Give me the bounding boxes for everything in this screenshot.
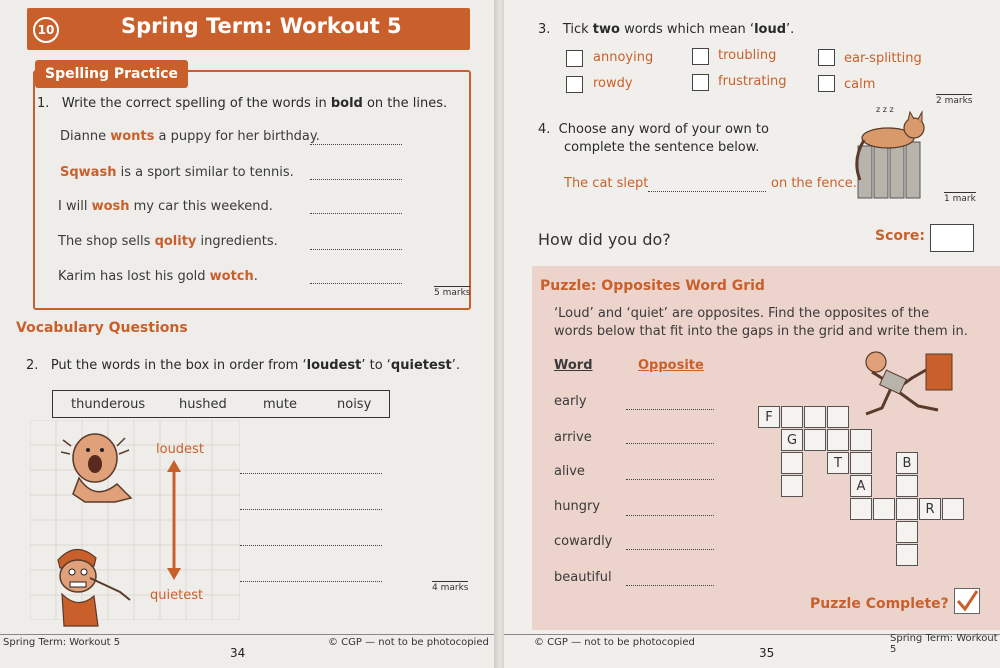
answer-line-3[interactable] <box>310 212 402 214</box>
page-number-35: 35 <box>759 646 775 660</box>
spelling-heading: Spelling Practice <box>35 60 188 88</box>
puzzle-word-cowardly: cowardly <box>554 534 613 549</box>
puzzle-word-alive: alive <box>554 464 585 479</box>
q1-sentence-3: I will wosh my car this weekend. <box>58 199 273 214</box>
opposite-line-1[interactable] <box>626 408 714 410</box>
option-ear-splitting: ear-splitting <box>844 51 922 66</box>
cat-on-fence-icon <box>852 100 934 200</box>
crossword-cell[interactable] <box>850 498 872 520</box>
workout-title: Spring Term: Workout 5 <box>121 14 402 38</box>
crossword-cell[interactable]: A <box>850 475 872 497</box>
workout-title-bar <box>27 8 470 50</box>
q1-marks: 5 marks <box>434 288 471 298</box>
answer-line-1[interactable] <box>310 143 402 145</box>
crossword-cell[interactable]: F <box>758 406 780 428</box>
answer-line-4[interactable] <box>310 248 402 250</box>
q4-marks: 1 mark <box>944 194 976 204</box>
puzzle-intro-line1: ‘Loud’ and ‘quiet’ are opposites. Find the opposites of the <box>554 306 930 321</box>
answer-line-5[interactable] <box>310 282 402 284</box>
q2-marks: 4 marks <box>432 583 469 593</box>
page-number-34: 34 <box>230 646 246 660</box>
crossword-cell[interactable] <box>827 406 849 428</box>
option-frustrating: frustrating <box>718 74 787 89</box>
option-annoying: annoying <box>593 50 654 65</box>
crossword-cell[interactable] <box>850 452 872 474</box>
copyright-left: © CGP — not to be photocopied <box>328 637 489 648</box>
q1-sentence-5: Karim has lost his gold wotch. <box>58 269 258 284</box>
puzzle-complete-label: Puzzle Complete? <box>810 596 949 612</box>
column-header-opposite: Opposite <box>638 358 704 373</box>
q1-sentence-2: Sqwash is a sport similar to tennis. <box>60 165 294 180</box>
opposite-line-3[interactable] <box>626 478 714 480</box>
crossword-cell[interactable]: R <box>919 498 941 520</box>
svg-text:z z z: z z z <box>876 105 894 114</box>
crossword-cell[interactable]: B <box>896 452 918 474</box>
crossword-cell[interactable] <box>896 521 918 543</box>
column-header-word: Word <box>554 358 593 373</box>
quiet-man-icon <box>50 540 140 628</box>
vocab-heading: Vocabulary Questions <box>16 320 188 336</box>
crossword-cell[interactable] <box>942 498 964 520</box>
q4-sentence-start: The cat slept <box>564 176 649 191</box>
crossword-cell[interactable] <box>781 406 803 428</box>
q1-prompt: 1. Write the correct spelling of the words in bold on the lines. <box>37 96 448 111</box>
shouting-baby-icon <box>55 428 140 508</box>
crossword-cell[interactable] <box>896 544 918 566</box>
word-box-item: hushed <box>179 397 227 412</box>
checkbox-rowdy[interactable] <box>566 76 583 93</box>
crossword-cell[interactable] <box>781 475 803 497</box>
puzzle-word-early: early <box>554 394 587 409</box>
check-icon <box>955 589 979 613</box>
checkbox-calm[interactable] <box>818 75 835 92</box>
workout-number-badge: 10 <box>33 17 59 43</box>
order-line-2[interactable] <box>240 508 382 510</box>
q4-prompt-line2: complete the sentence below. <box>564 140 760 155</box>
crossword-cell[interactable] <box>873 498 895 520</box>
crossword-cell[interactable] <box>850 429 872 451</box>
option-rowdy: rowdy <box>593 76 633 91</box>
q2-prompt: 2. Put the words in the box in order from ‘loudest’ to ‘quietest’. <box>26 358 461 373</box>
volume-arrow <box>165 460 183 580</box>
checkbox-annoying[interactable] <box>566 50 583 67</box>
q2-word-box <box>52 390 390 418</box>
opposite-line-2[interactable] <box>626 442 714 444</box>
order-line-4[interactable] <box>240 580 382 582</box>
right-page <box>504 0 1000 668</box>
q4-answer-line[interactable] <box>648 190 766 192</box>
copyright-right: © CGP — not to be photocopied <box>534 637 695 648</box>
word-box-item: noisy <box>337 397 372 412</box>
crossword-cell[interactable] <box>896 475 918 497</box>
q1-sentence-1: Dianne wonts a puppy for her birthday. <box>60 129 320 144</box>
q4-prompt-line1: 4. Choose any word of your own to <box>538 122 769 137</box>
option-troubling: troubling <box>718 48 777 63</box>
word-box-item: mute <box>263 397 297 412</box>
checkbox-ear-splitting[interactable] <box>818 49 835 66</box>
score-label: Score: <box>875 228 925 244</box>
q3-prompt: 3. Tick two words which mean ‘loud’. <box>538 22 795 37</box>
puzzle-complete-checkbox[interactable] <box>954 588 980 614</box>
opposite-line-6[interactable] <box>626 584 714 586</box>
crossword-cell[interactable] <box>804 429 826 451</box>
how-did-you-do: How did you do? <box>538 230 671 249</box>
loudest-label: loudest <box>156 442 204 457</box>
q1-sentence-4: The shop sells qolity ingredients. <box>58 234 278 249</box>
order-line-1[interactable] <box>240 472 382 474</box>
answer-line-2[interactable] <box>310 178 402 180</box>
quietest-label: quietest <box>150 588 204 603</box>
crossword-cell[interactable] <box>896 498 918 520</box>
footer-rule <box>0 634 496 635</box>
order-line-3[interactable] <box>240 544 382 546</box>
option-calm: calm <box>844 77 876 92</box>
crossword-cell[interactable] <box>804 406 826 428</box>
checkbox-frustrating[interactable] <box>692 74 709 91</box>
crossword-cell[interactable] <box>781 452 803 474</box>
opposite-line-5[interactable] <box>626 548 714 550</box>
puzzle-title: Puzzle: Opposites Word Grid <box>540 278 765 294</box>
footer-left: Spring Term: Workout 5 <box>3 637 121 648</box>
puzzle-panel <box>532 266 1000 630</box>
q3-marks: 2 marks <box>936 96 973 106</box>
checkbox-troubling[interactable] <box>692 48 709 65</box>
left-page <box>0 0 496 668</box>
q4-sentence-end: on the fence. <box>771 176 857 191</box>
opposite-line-4[interactable] <box>626 514 714 516</box>
crossword-cell[interactable]: G <box>781 429 803 451</box>
word-box-item: thunderous <box>71 397 146 412</box>
running-man-icon <box>842 348 972 428</box>
puzzle-word-arrive: arrive <box>554 430 592 445</box>
crossword-cell[interactable] <box>827 429 849 451</box>
score-box[interactable] <box>930 224 974 252</box>
puzzle-word-beautiful: beautiful <box>554 570 612 585</box>
footer-right: Spring Term: Workout 5 <box>890 633 998 655</box>
puzzle-word-hungry: hungry <box>554 499 601 514</box>
crossword-cell[interactable]: T <box>827 452 849 474</box>
puzzle-intro-line2: words below that fit into the gaps in the grid and write them in. <box>554 324 968 339</box>
